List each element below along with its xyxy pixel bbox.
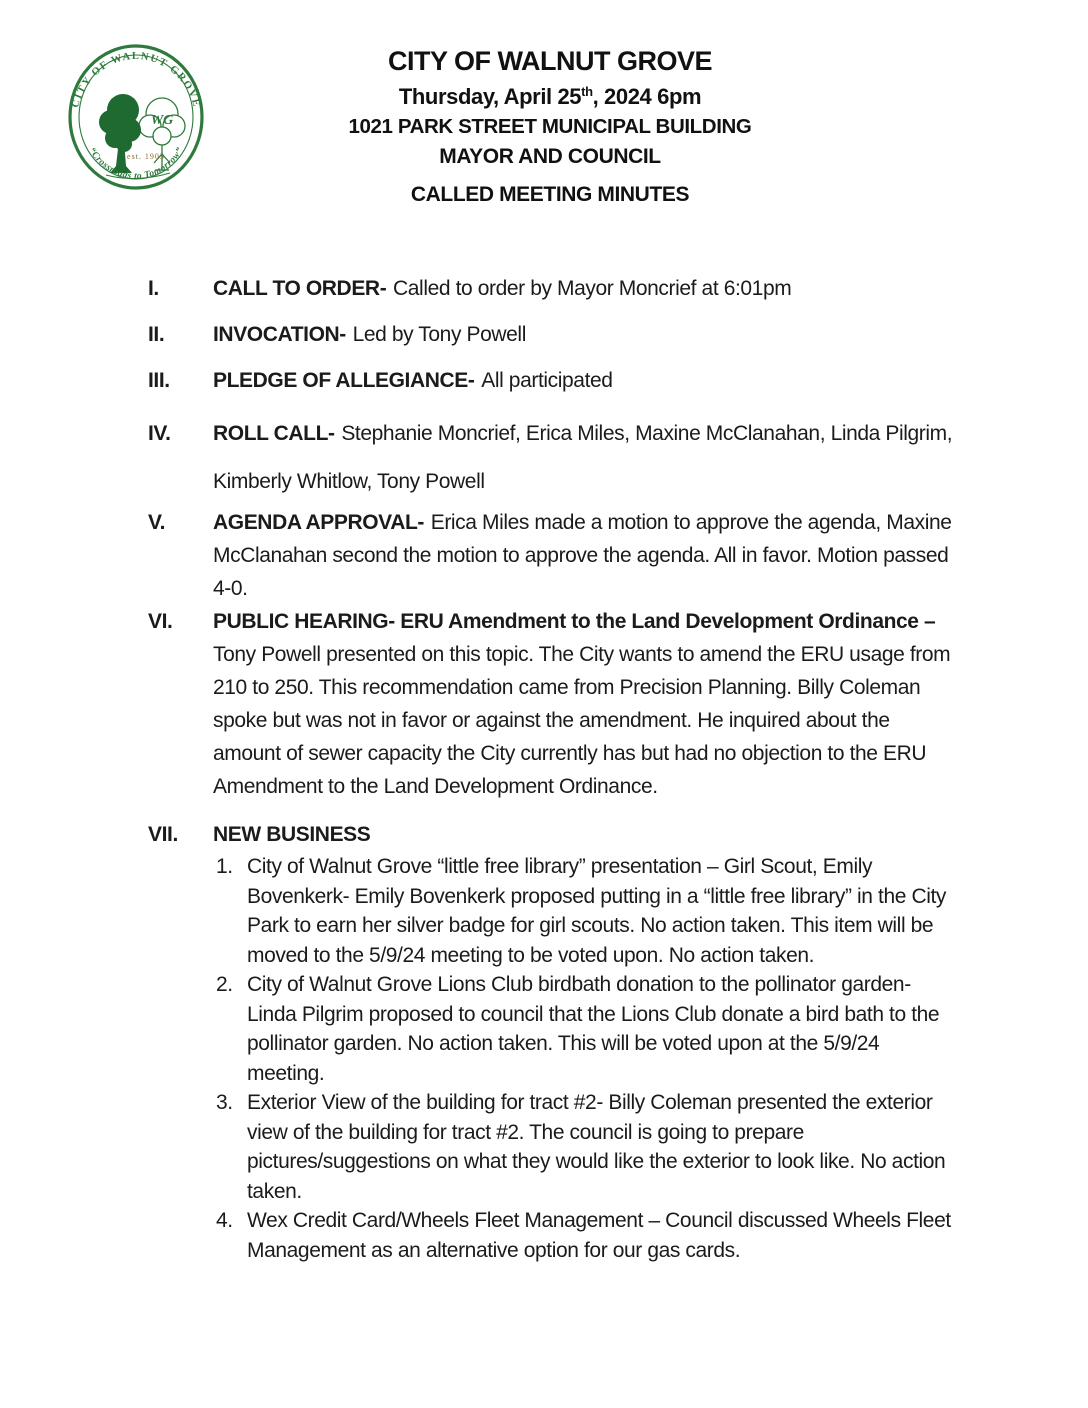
section-numeral: IV. [148,422,171,445]
item-text: City of Walnut Grove “little free library” presentation – Girl Scout, Emily Bovenkerk- Emily Bovenkerk proposed putting in a “little free library” in the City Park to earn her silver badge for girl scouts. No action taken. This item will be moved to the 5/9/24 meeting to be voted upon. No action taken. [247,855,947,967]
meeting-date-ordinal: th [581,84,593,99]
meeting-date-suffix: , 2024 6pm [592,84,702,109]
item-number: 1. [216,855,233,878]
section-public-hearing [148,605,960,803]
item-text: Wex Credit Card/Wheels Fleet Management – Council discussed Wheels Fleet Management as an alternative option for our gas cards. [247,1209,951,1262]
list-item [213,852,960,970]
section-pledge [148,364,960,397]
section-roll-call [148,410,960,506]
page-title: CITY OF WALNUT GROVE [387,46,712,76]
list-item [213,970,960,1088]
section-text: Erica Miles made a motion to approve the agenda, Maxine McClanahan second the motion to approve the agenda. All in favor. Motion passed 4-0. [213,511,952,600]
section-label: INVOCATION- [213,323,346,346]
meeting-body-name: MAYOR AND COUNCIL [439,145,661,168]
item-text: Exterior View of the building for tract #2- Billy Coleman presented the exterior view of the building for tract #2. The council is going to prepare pictures/suggestions on what they would like the exterior to look like. No action taken. [247,1091,946,1203]
section-content [213,605,960,803]
section-label: AGENDA APPROVAL- [213,511,424,534]
document-type: CALLED MEETING MINUTES [410,183,690,206]
section-call-to-order [148,272,960,305]
section-content [213,318,960,351]
seal-ring-bottom-text: “Crossroads to Tomorrow” [86,146,186,182]
meeting-address: 1021 PARK STREET MUNICIPAL BUILDING [348,115,752,138]
item-number: 3. [216,1091,233,1114]
section-text: Stephanie Moncrief, Erica Miles, Maxine McClanahan, Linda Pilgrim, Kimberly Whitlow, Tony Powell [213,422,953,493]
item-number: 2. [216,973,233,996]
section-agenda-approval [148,506,960,605]
section-numeral: VI. [148,610,173,633]
meeting-date-prefix: Thursday, April 25 [398,84,582,109]
section-label: CALL TO ORDER- [213,277,387,300]
new-business-list [213,852,960,1265]
section-label: PUBLIC HEARING- ERU Amendment to the Land Development Ordinance – [213,610,936,633]
section-new-business [148,820,960,1265]
section-numeral: II. [148,323,165,346]
minutes-body [148,272,960,1265]
seal-est-text: est. 1905 [127,152,165,161]
section-numeral: VII. [148,823,178,846]
section-content [213,364,960,397]
section-text: Led by Tony Powell [352,323,526,346]
section-content [213,820,960,1265]
section-text: All participated [481,369,613,392]
section-invocation [148,318,960,351]
item-number: 4. [216,1209,233,1232]
seal-ring-top-text: CITY OF WALNUT GROVE [69,50,203,110]
section-label: PLEDGE OF ALLEGIANCE- [213,369,475,392]
list-item [213,1206,960,1265]
list-item [213,1088,960,1206]
section-numeral: III. [148,369,170,392]
section-text: Called to order by Mayor Moncrief at 6:01pm [393,277,792,300]
section-label: NEW BUSINESS [213,823,371,846]
section-label: ROLL CALL- [213,422,335,445]
section-numeral: I. [148,277,159,300]
section-content [213,506,960,605]
section-numeral: V. [148,511,166,534]
seal-monogram: WG [150,113,174,128]
section-text: Tony Powell presented on this topic. The City wants to amend the ERU usage from 210 to 250. This recommendation came from Precision Planning. Billy Coleman spoke but was not in favor or against the amendment. He inquired about the amount of sewer capacity the City currently has but had no objection to the ERU Amendment to the Land Development Ordinance. [213,643,951,798]
item-text: City of Walnut Grove Lions Club birdbath donation to the pollinator garden- Linda Pilgrim proposed to council that the Lions Club donate a bird bath to the pollinator garden. No action taken. This will be voted upon at the 5/9/24 meeting. [247,973,940,1085]
section-content [213,410,960,506]
city-seal-logo [66,42,206,192]
section-content [213,272,960,305]
